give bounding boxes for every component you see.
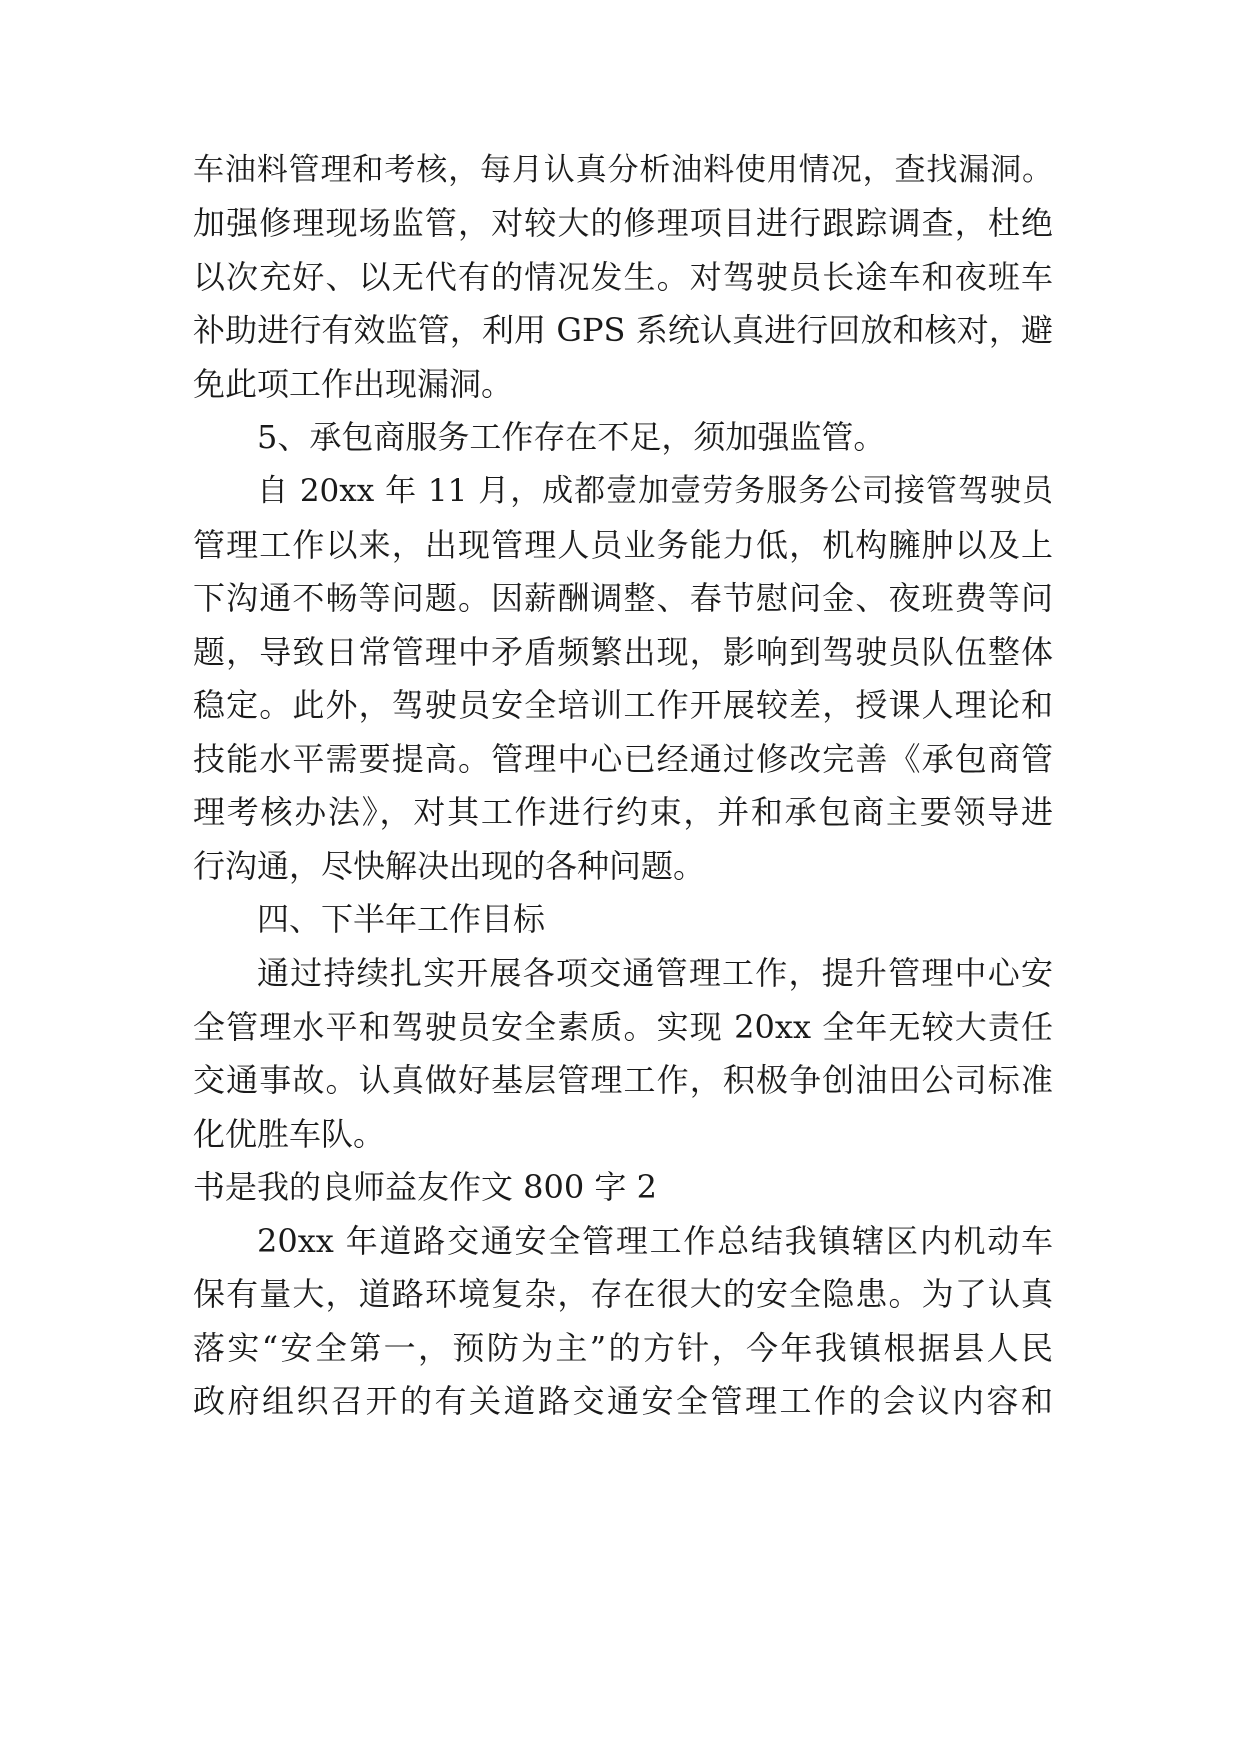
paragraph-line: 交通事故。认真做好基层管理工作，积极争创油田公司标准 [193,1061,1053,1099]
paragraph-line: 稳定。此外，驾驶员安全培训工作开展较差，授课人理论和 [193,686,1053,724]
section-heading: 5、承包商服务工作存在不足，须加强监管。 [257,418,886,456]
paragraph-line: 20xx 年道路交通安全管理工作总结我镇辖区内机动车 [257,1222,1053,1260]
paragraph-line: 通过持续扎实开展各项交通管理工作，提升管理中心安 [257,954,1053,992]
paragraph-line: 理考核办法》，对其工作进行约束，并和承包商主要领导进 [193,793,1053,831]
paragraph-line: 题，导致日常管理中矛盾频繁出现，影响到驾驶员队伍整体 [193,633,1053,671]
paragraph-line: 全管理水平和驾驶员安全素质。实现 20xx 全年无较大责任 [193,1008,1053,1046]
paragraph-line: 补助进行有效监管，利用 GPS 系统认真进行回放和核对，避 [193,311,1053,349]
paragraph-line: 落实“安全第一，预防为主”的方针，今年我镇根据县人民 [193,1329,1053,1367]
paragraph-line: 下沟通不畅等问题。因薪酬调整、春节慰问金、夜班费等问 [193,579,1053,617]
paragraph-line: 管理工作以来，出现管理人员业务能力低，机构臃肿以及上 [193,526,1053,564]
document-title: 书是我的良师益友作文 800 字 2 [193,1168,657,1206]
paragraph-line: 车油料管理和考核，每月认真分析油料使用情况，查找漏洞。 [193,152,1053,188]
paragraph-line: 以次充好、以无代有的情况发生。对驾驶员长途车和夜班车 [193,258,1053,296]
paragraph-line: 加强修理现场监管，对较大的修理项目进行跟踪调查，杜绝 [193,204,1053,242]
paragraph-line: 行沟通，尽快解决出现的各种问题。 [193,847,706,885]
section-heading: 四、下半年工作目标 [257,900,546,938]
paragraph-line: 政府组织召开的有关道路交通安全管理工作的会议内容和 [193,1382,1053,1420]
paragraph-line: 免此项工作出现漏洞。 [193,365,514,403]
paragraph-line: 自 20xx 年 11 月，成都壹加壹劳务服务公司接管驾驶员 [257,473,1053,509]
paragraph-line: 化优胜车队。 [193,1115,386,1153]
paragraph-line: 技能水平需要提高。管理中心已经通过修改完善《承包商管 [193,740,1053,778]
paragraph-line: 保有量大，道路环境复杂，存在很大的安全隐患。为了认真 [193,1275,1053,1313]
